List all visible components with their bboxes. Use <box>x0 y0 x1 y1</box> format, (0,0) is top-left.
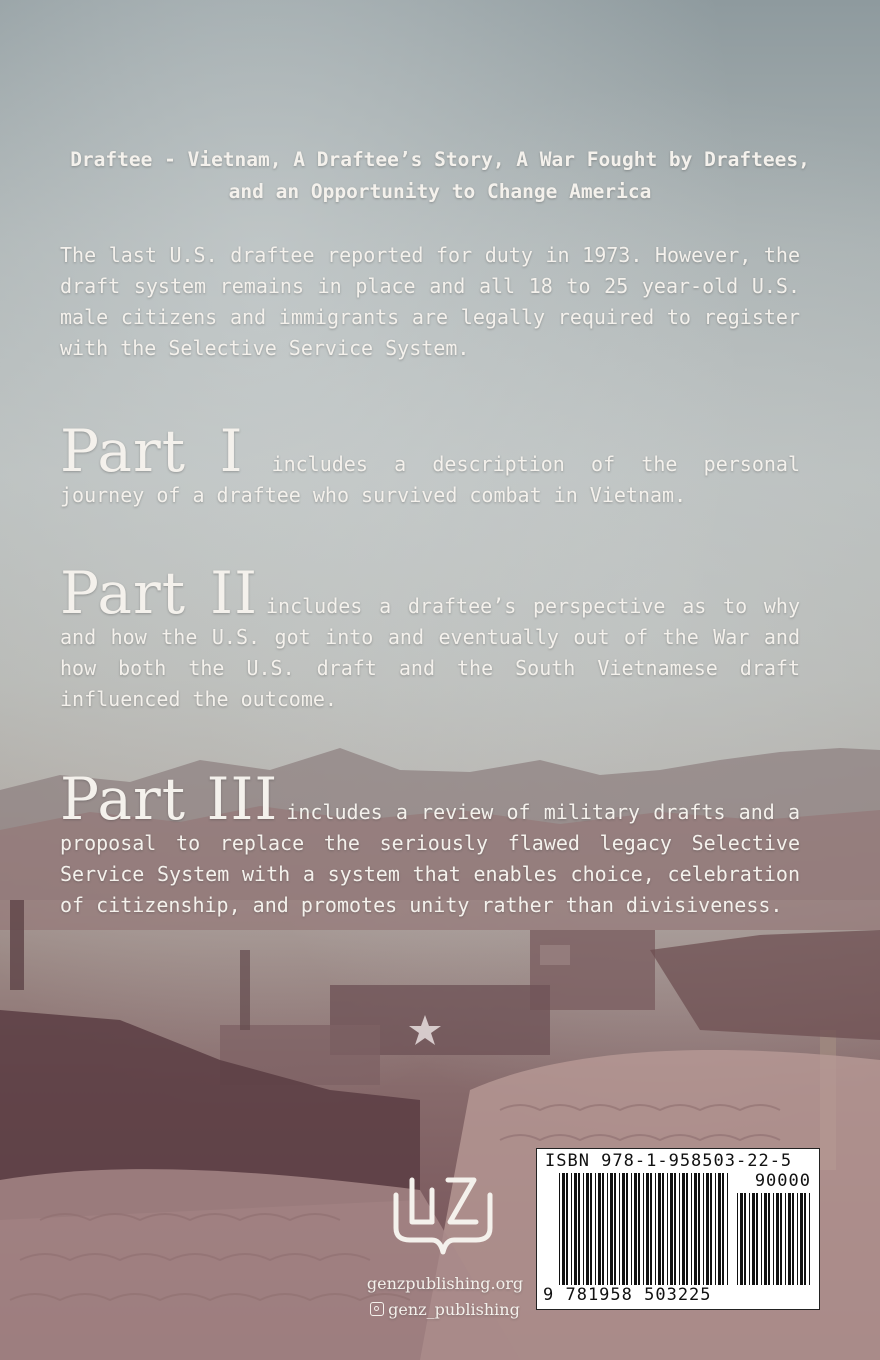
barcode-bar <box>610 1173 613 1285</box>
ean-bars <box>559 1173 731 1285</box>
part-one-section <box>60 417 800 511</box>
part-three-section <box>60 765 800 921</box>
barcode-bar <box>619 1173 620 1285</box>
ean-digits: 9 781958 503225 <box>543 1285 712 1305</box>
social-handle: genz_publishing <box>388 1300 520 1319</box>
barcode-bar <box>590 1173 592 1285</box>
barcode-bar <box>598 1173 601 1285</box>
price-code: 90000 <box>754 1171 811 1191</box>
barcode-bar <box>686 1173 688 1285</box>
barcode-bar <box>785 1193 786 1285</box>
barcode-bar <box>715 1173 716 1285</box>
barcode-bar <box>679 1173 680 1285</box>
barcode-bar <box>614 1173 616 1285</box>
barcode-bar <box>752 1193 755 1285</box>
barcode-bar <box>727 1173 728 1285</box>
barcode-bar <box>571 1173 572 1285</box>
barcode-bar <box>749 1193 750 1285</box>
barcode-bar <box>703 1173 704 1285</box>
barcode-bar <box>655 1173 656 1285</box>
barcode-bar <box>768 1193 770 1285</box>
barcode-bar <box>646 1173 649 1285</box>
barcode-bar <box>788 1193 791 1285</box>
barcode-bar <box>566 1173 568 1285</box>
publisher-website[interactable]: genzpublishing.org <box>366 1274 524 1293</box>
barcode-bar <box>662 1173 664 1285</box>
part-two-label: Part II <box>60 559 259 627</box>
barcode-bar <box>710 1173 712 1285</box>
part-two-text: includes a draftee’s perspective as to why and how the U.S. got into and eventually out of the War and how both the U.S. draft and the South Vietnamese draft influenced the outcome. <box>60 594 800 711</box>
barcode-bar <box>698 1173 700 1285</box>
barcode-bar <box>559 1173 560 1285</box>
barcode-bar <box>691 1173 692 1285</box>
barcode-bar <box>562 1173 565 1285</box>
barcode-bar <box>658 1173 661 1285</box>
barcode-bar <box>737 1193 738 1285</box>
barcode-bar <box>706 1173 709 1285</box>
barcode-bar <box>607 1173 608 1285</box>
barcode-bar <box>631 1173 632 1285</box>
barcode-bar <box>638 1173 640 1285</box>
barcode-bar <box>800 1193 803 1285</box>
barcode-bar <box>809 1193 810 1285</box>
part-three-text: includes a review of military drafts and a proposal to replace the seriously flawed legacy Selective Service System with a system that enables choice, celebration of citizenship, and promotes unity rather than divisiveness. <box>60 800 800 917</box>
barcode-bar <box>643 1173 644 1285</box>
part-one-text: includes a description of the personal journey of a draftee who survived combat in Vietnam. <box>60 452 800 507</box>
barcode-bar <box>764 1193 767 1285</box>
intro-paragraph: The last U.S. draftee reported for duty in 1973. However, the draft system remains in place and all 18 to 25 year-old U.S. male citizens and immigrants are legally required to register with the Selective Service System. <box>60 243 800 360</box>
barcode-bar <box>595 1173 596 1285</box>
isbn-barcode <box>536 1148 820 1310</box>
barcode-bar <box>797 1193 798 1285</box>
barcode-bar <box>744 1193 746 1285</box>
barcode-bar <box>761 1193 762 1285</box>
barcode-bar <box>776 1193 779 1285</box>
barcode-bar <box>634 1173 637 1285</box>
isbn-label: ISBN 978-1-958503-22-5 <box>545 1151 793 1171</box>
book-headline: Draftee - Vietnam, A Draftee’s Story, A War Fought by Draftees, and an Opportunity to Change America <box>70 148 810 203</box>
addon-bars <box>737 1193 811 1285</box>
barcode-bar <box>622 1173 625 1285</box>
barcode-bar <box>602 1173 604 1285</box>
genz-book-logo-icon <box>388 1160 498 1270</box>
barcode-bar <box>667 1173 668 1285</box>
barcode-bar <box>773 1193 774 1285</box>
barcode-bar <box>694 1173 697 1285</box>
barcode-bar <box>722 1173 724 1285</box>
barcode-bar <box>740 1193 743 1285</box>
barcode-bar <box>583 1173 584 1285</box>
part-three-label: Part III <box>60 765 279 833</box>
barcode-bar <box>626 1173 628 1285</box>
barcode-bar <box>780 1193 782 1285</box>
barcode-bar <box>670 1173 673 1285</box>
barcode-bar <box>574 1173 577 1285</box>
barcode-bar <box>804 1193 806 1285</box>
barcode-bar <box>578 1173 580 1285</box>
barcode-bar <box>586 1173 589 1285</box>
part-two-section <box>60 559 800 715</box>
instagram-icon <box>370 1302 384 1316</box>
barcode-bar <box>650 1173 652 1285</box>
barcode-bar <box>674 1173 676 1285</box>
part-one-label: Part I <box>60 417 244 485</box>
barcode-bar <box>682 1173 685 1285</box>
barcode-bar <box>756 1193 758 1285</box>
barcode-bar <box>792 1193 794 1285</box>
barcode-bar <box>718 1173 721 1285</box>
